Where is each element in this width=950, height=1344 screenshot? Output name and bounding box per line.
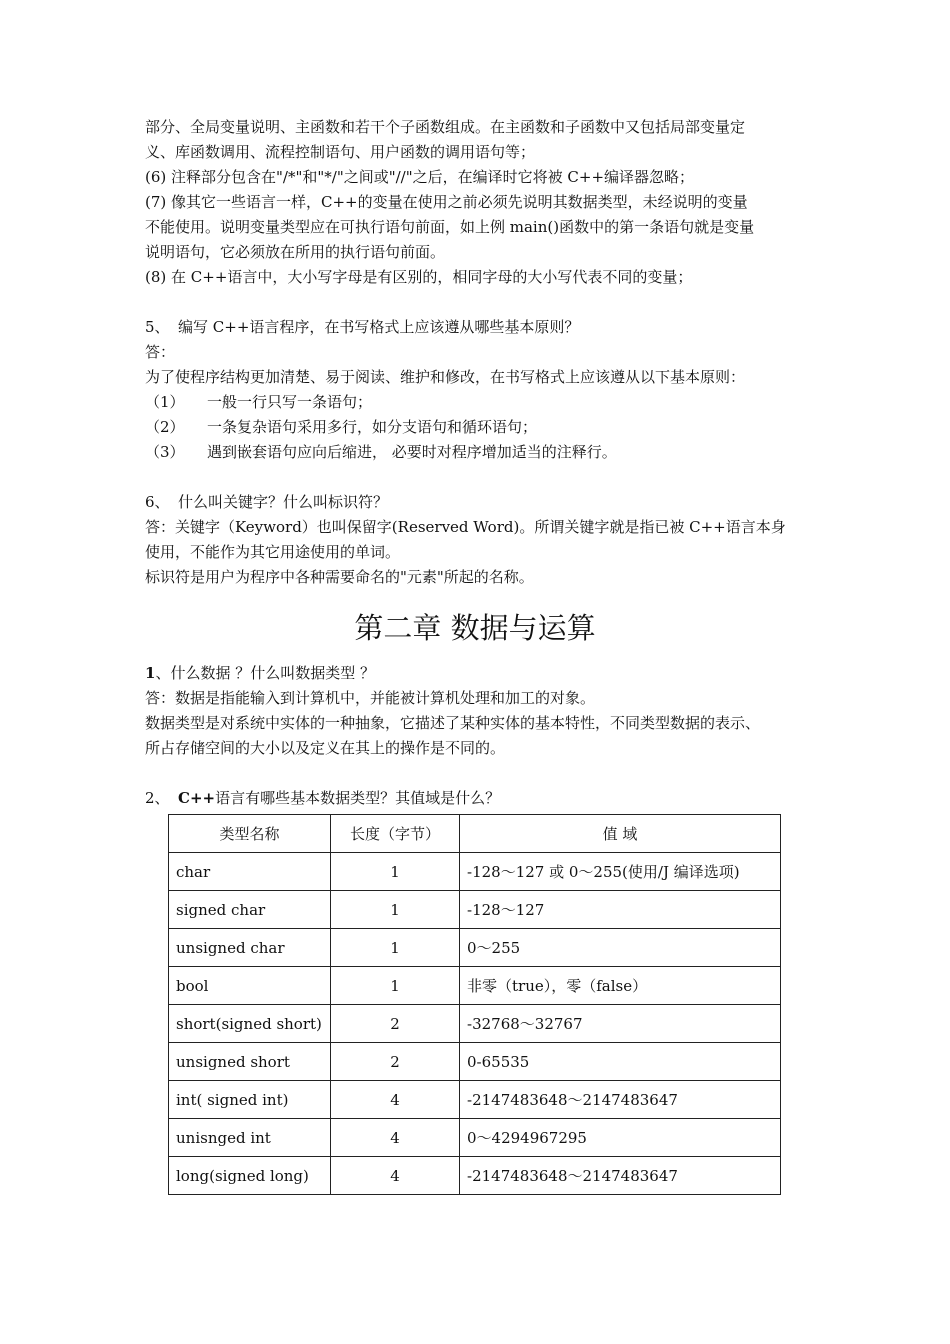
cell-range: 0～255 [460,929,781,967]
table-row [169,853,781,891]
header-length: 长度（字节） [331,815,460,853]
q5-item-text: 遇到嵌套语句应向后缩进， 必要时对程序增加适当的注释行。 [207,443,617,461]
table-row [169,929,781,967]
cell-type: char [169,853,331,891]
table-header-row [169,815,781,853]
intro-line-3: (6) 注释部分包含在"/*"和"*/"之间或"//"之后，在编译时它将被 C++编译器忽略； [145,168,695,186]
header-type-name: 类型名称 [169,815,331,853]
cell-range: -128～127 [460,891,781,929]
q5-item-mark: （3） [145,443,185,461]
intro-line-5: 不能使用。说明变量类型应在可执行语句前面，如上例 main()函数中的第一条语句就是变量 [145,218,755,236]
cell-type: int( signed int) [169,1081,331,1119]
q5-item [145,440,815,465]
c2q1-title: 、什么数据 ？什么叫数据类型 ？ [155,664,375,682]
cell-length: 1 [331,967,460,1005]
cell-range: 0-65535 [460,1043,781,1081]
cell-range: 0～4294967295 [460,1119,781,1157]
cell-length: 4 [331,1157,460,1195]
c2q2-title: 语言有哪些基本数据类型？其值域是什么？ [215,789,501,807]
document-page [145,115,815,1195]
c2q1-answer-line-3: 所占存储空间的大小以及定义在其上的操作是不同的。 [145,739,506,757]
intro-line-2: 义、库函数调用、流程控制语句、用户函数的调用语句等； [145,143,536,161]
cell-type: unsigned short [169,1043,331,1081]
table-row [169,1005,781,1043]
table-row [169,1119,781,1157]
c2q1-number: 1 [145,664,156,682]
q5-item-mark: （1） [145,393,185,411]
chapter-title: 第二章 数据与运算 [354,611,596,645]
intro-line-6: 说明语句，它必须放在所用的执行语句前面。 [145,243,446,261]
q5-item-text: 一般一行只写一条语句； [207,393,373,411]
q6-answer-line-2: 使用，不能作为其它用途使用的单词。 [145,543,401,561]
cell-range: -2147483648～2147483647 [460,1081,781,1119]
q6-answer-line-1: 答：关键字（Keyword）也叫保留字(Reserved Word)。所谓关键字就是指已被 C++语言本身 [145,518,786,536]
intro-line-4: (7) 像其它一些语言一样，C++的变量在使用之前必须先说明其数据类型，未经说明的变量 [145,193,748,211]
c2q2-heading [145,786,815,811]
table-row [169,891,781,929]
cell-length: 4 [331,1081,460,1119]
intro-line-7: (8) 在 C++语言中，大小写字母是有区别的，相同字母的大小写代表不同的变量； [145,268,693,286]
c2q1-answer-line-1: 答：数据是指能输入到计算机中，并能被计算机处理和加工的对象。 [145,689,596,707]
cell-type: unisnged int [169,1119,331,1157]
q5-heading [145,315,815,340]
cell-range: -2147483648～2147483647 [460,1157,781,1195]
table-row [169,967,781,1005]
q5-number: 5、 [145,318,170,336]
cell-length: 4 [331,1119,460,1157]
q6-answer-line-3: 标识符是用户为程序中各种需要命名的"元素"所起的名称。 [145,568,534,586]
cell-range: -128～127 或 0～255(使用/J 编译选项) [460,853,781,891]
cell-length: 1 [331,891,460,929]
q6-number: 6、 [145,493,170,511]
cell-type: short(signed short) [169,1005,331,1043]
table-row [169,1043,781,1081]
q5-answer-label: 答： [145,343,176,361]
q5-lead: 为了使程序结构更加清楚、易于阅读、维护和修改，在书写格式上应该遵从以下基本原则： [145,368,746,386]
q5-item [145,415,815,440]
cell-type: bool [169,967,331,1005]
cell-length: 2 [331,1043,460,1081]
cell-range: -32768～32767 [460,1005,781,1043]
cell-type: unsigned char [169,929,331,967]
header-range: 值 域 [460,815,781,853]
c2q2-title-bold: C++ [178,789,216,807]
c2q1-heading [145,661,815,686]
c2q1-answer-line-2: 数据类型是对系统中实体的一种抽象，它描述了某种实体的基本特性，不同类型数据的表示、 [145,714,761,732]
q5-item [145,390,815,415]
intro-line-1: 部分、全局变量说明、主函数和若干个子函数组成。在主函数和子函数中又包括局部变量定 [145,118,746,136]
q6-heading [145,490,815,515]
cell-length: 1 [331,929,460,967]
table-row [169,1081,781,1119]
data-type-table [168,814,781,1195]
cell-length: 2 [331,1005,460,1043]
q5-item-text: 一条复杂语句采用多行，如分支语句和循环语句； [207,418,538,436]
c2q2-number: 2、 [145,789,170,807]
q5-item-mark: （2） [145,418,185,436]
q6-title: 什么叫关键字？什么叫标识符？ [178,493,389,511]
cell-type: signed char [169,891,331,929]
q5-title: 编写 C++语言程序，在书写格式上应该遵从哪些基本原则？ [178,318,580,336]
cell-type: long(signed long) [169,1157,331,1195]
cell-length: 1 [331,853,460,891]
cell-range: 非零（true），零（false） [460,967,781,1005]
table-row [169,1157,781,1195]
